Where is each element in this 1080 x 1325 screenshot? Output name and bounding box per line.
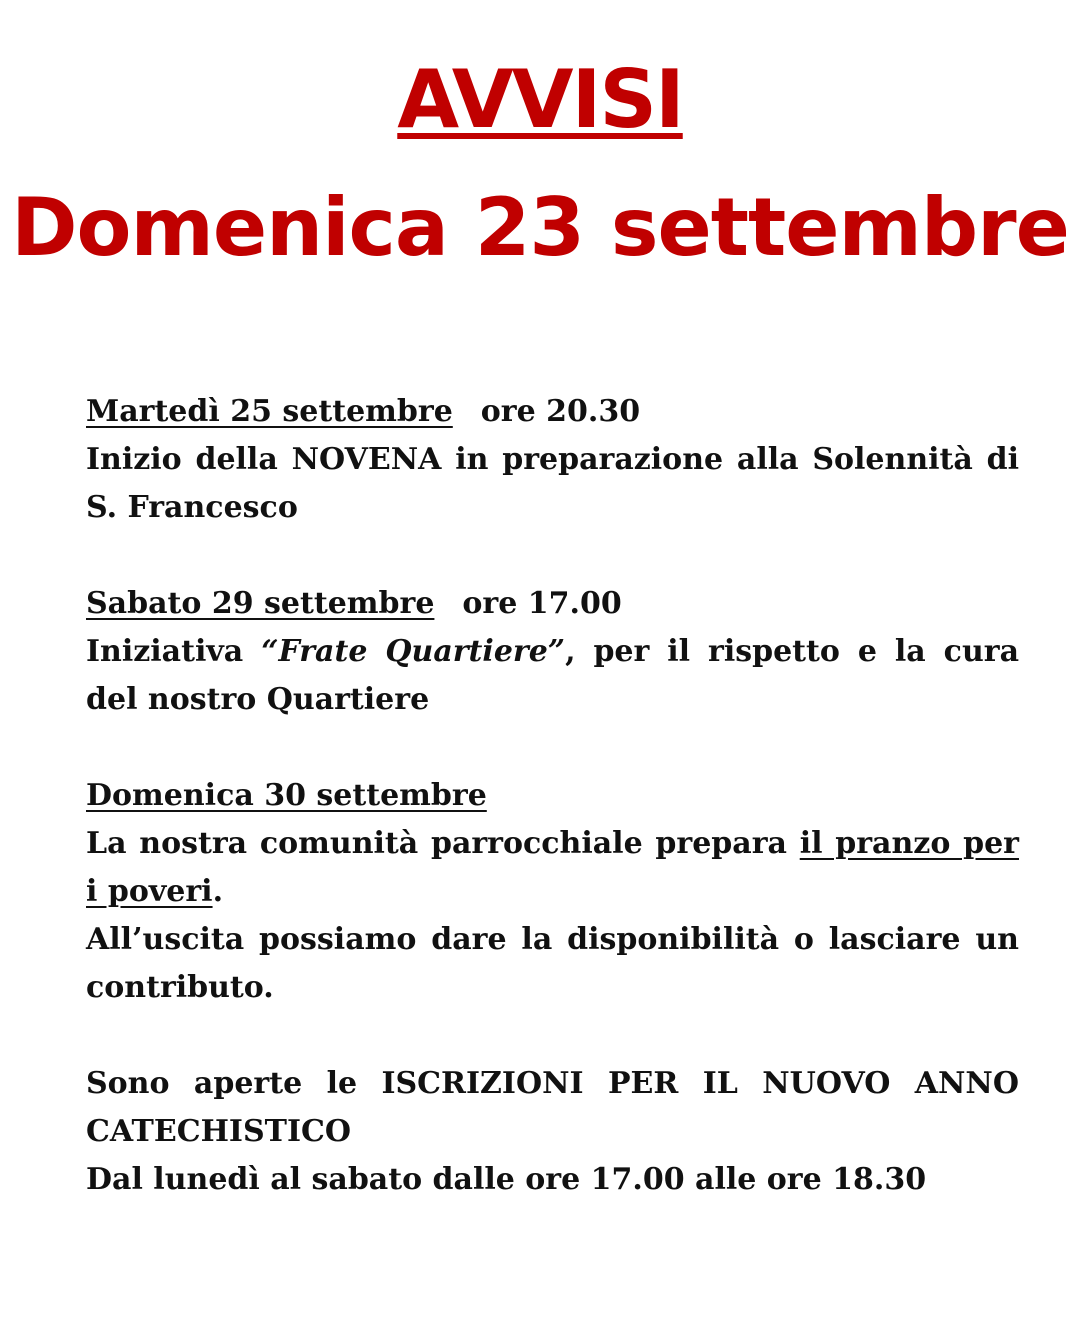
- initiative-name: “Frate Quartiere”: [261, 634, 566, 669]
- notice-item: [86, 580, 1019, 724]
- notices-body: [86, 388, 1019, 1252]
- notice-heading: [86, 772, 1019, 820]
- notice-date: Martedì 25 settembre: [86, 394, 453, 429]
- page-title: AVVISI: [397, 53, 683, 146]
- page-subtitle: Domenica 23 settembre: [11, 181, 1069, 274]
- notice-text: Inizio della NOVENA in preparazione alla Solennità di S. Francesco: [86, 442, 1019, 525]
- notice-text: Iniziativa “Frate Quartiere”, per il rispetto e la cura del nostro Quartiere: [86, 634, 1020, 717]
- registration-text: Sono aperte le ISCRIZIONI PER IL NUOVO ANNO CATECHISTICO: [86, 1066, 1019, 1149]
- notice-time: ore 17.00: [462, 586, 622, 621]
- notice-time: ore 20.30: [480, 394, 641, 429]
- notice-date: Domenica 30 settembre: [86, 778, 487, 813]
- notice-text-secondary: All’uscita possiamo dare la disponibilità o lasciare un contributo.: [86, 922, 1019, 1005]
- notice-text: La nostra comunità parrocchiale prepara il pranzo per i poveri.: [86, 826, 1019, 909]
- lunch-highlight: il pranzo per i poveri: [86, 826, 1019, 909]
- notice-date: Sabato 29 settembre: [86, 586, 435, 621]
- notice-item: [86, 772, 1019, 1012]
- registration-hours: Dal lunedì al sabato dalle ore 17.00 alle ore 18.30: [86, 1162, 927, 1197]
- notice-heading: [86, 388, 1019, 436]
- notice-heading: [86, 580, 1019, 628]
- notice-item: [86, 388, 1019, 532]
- registration-notice: [86, 1060, 1019, 1204]
